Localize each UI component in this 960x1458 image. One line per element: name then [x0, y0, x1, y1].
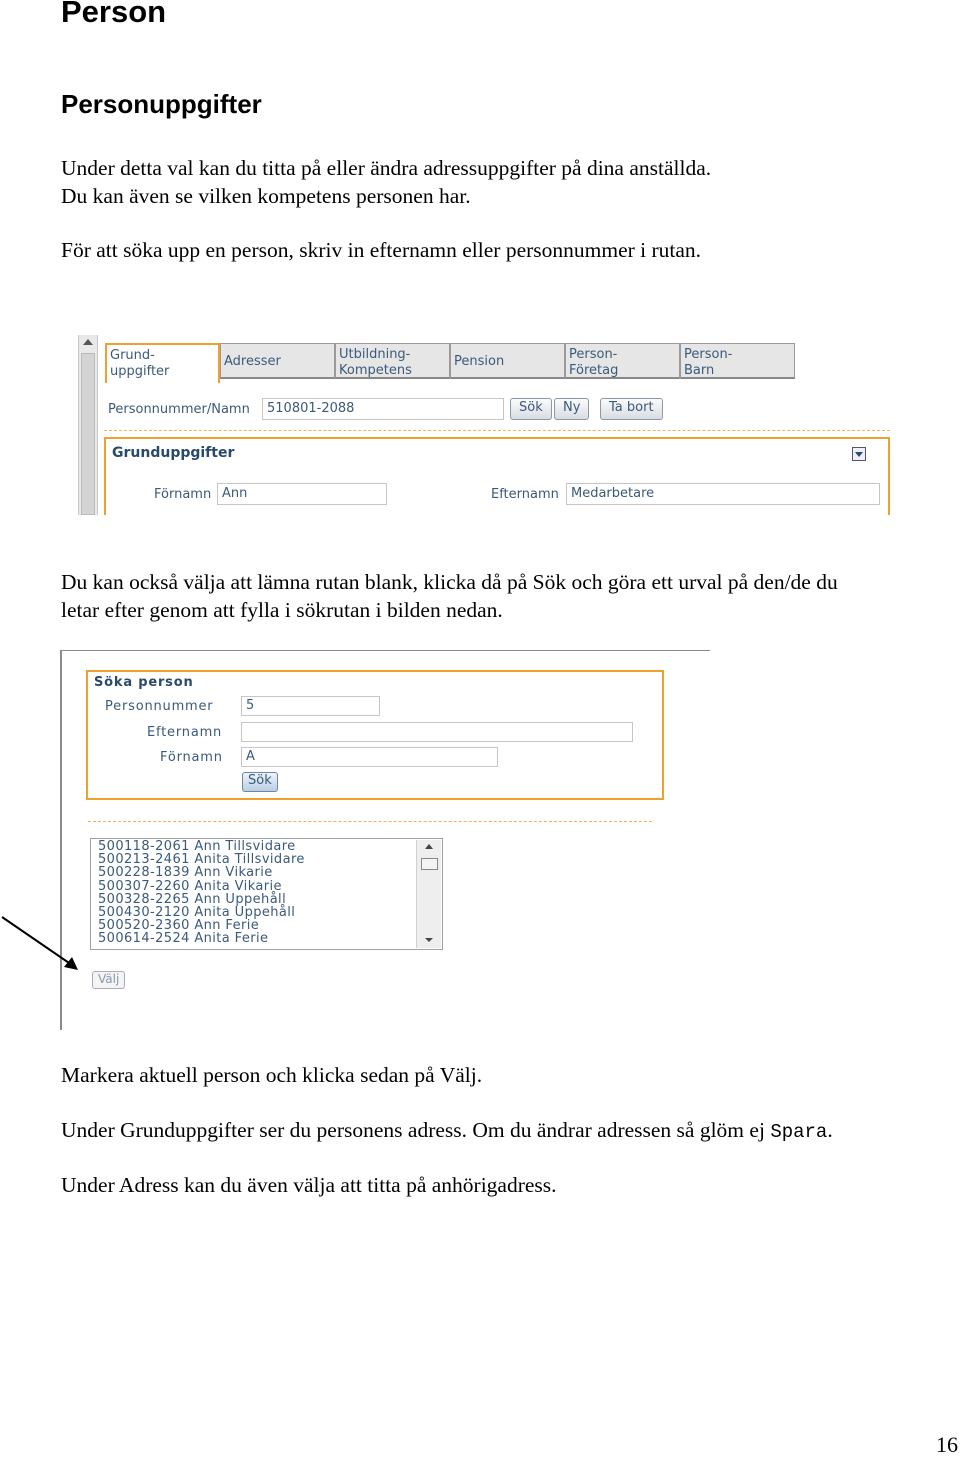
tab-label: Pension: [454, 354, 505, 369]
scroll-up-icon[interactable]: [83, 339, 93, 345]
section-heading: Personuppgifter: [61, 89, 262, 119]
address-note: [61, 1116, 833, 1146]
intro-line-2: Du kan även se vilken kompetens personen har.: [61, 184, 471, 208]
lastname-label: Efternamn: [147, 725, 223, 740]
mark-instruction: Markera aktuell person och klicka sedan på Välj.: [61, 1063, 483, 1087]
tab-person-foretag[interactable]: [565, 343, 680, 379]
tab-person-barn[interactable]: [680, 343, 795, 379]
tab-label: Grund-: [110, 348, 155, 363]
new-button[interactable]: Ny: [554, 398, 589, 420]
intro-line-1: Under detta val kan du titta på eller ändra adressuppgifter på dina anställda.: [61, 156, 712, 180]
frame-edge: [60, 650, 710, 651]
tab-label: Person-: [684, 347, 733, 362]
tab-utbildning-kompetens[interactable]: [335, 343, 450, 379]
save-keyword: Spara: [770, 1121, 828, 1143]
search-instruction: För att söka upp en person, skriv in efternamn eller personnummer i rutan.: [61, 238, 702, 262]
pointer-arrow-icon: [0, 915, 90, 975]
tab-bar: [105, 343, 795, 383]
lastname-label: Efternamn: [491, 487, 559, 502]
delete-button[interactable]: Ta bort: [600, 398, 663, 420]
scroll-up-icon[interactable]: [425, 844, 433, 849]
tab-label: Utbildning-: [339, 347, 411, 362]
tab-adresser[interactable]: [220, 343, 335, 379]
tab-label: Barn: [684, 363, 715, 378]
select-button[interactable]: Välj: [92, 971, 125, 989]
firstname-input[interactable]: A: [241, 747, 498, 767]
tab-label: uppgifter: [110, 364, 170, 379]
firstname-label: Förnamn: [154, 487, 212, 502]
list-item[interactable]: 500614-2524 Anita Ferie: [98, 931, 269, 947]
address-note-text: Under Grunduppgifter ser du personens adress. Om du ändrar adressen så glöm ej: [61, 1118, 771, 1142]
firstname-input[interactable]: Ann: [217, 483, 387, 505]
blank-search-line-2: letar efter genom att fylla i sökrutan i bilden nedan.: [61, 598, 503, 622]
screenshot-person-form: [60, 333, 900, 515]
relative-address-note: Under Adress kan du även välja att titta på anhörigadress.: [61, 1173, 557, 1197]
scrollbar-thumb[interactable]: [81, 353, 95, 515]
firstname-label: Förnamn: [160, 750, 223, 765]
group-grunduppgifter: [104, 437, 890, 515]
tab-label: Person-: [569, 347, 618, 362]
list-item[interactable]: 500430-2120 Anita Uppehåll: [98, 905, 296, 921]
page-title: Person: [61, 0, 167, 29]
list-item[interactable]: 500213-2461 Anita Tillsvidare: [98, 852, 305, 868]
tab-label: Kompetens: [339, 363, 412, 378]
search-button[interactable]: Sök: [242, 772, 278, 792]
scroll-thumb-icon[interactable]: [421, 858, 438, 870]
list-scrollbar[interactable]: [416, 840, 441, 948]
search-input[interactable]: 510801-2088: [262, 398, 504, 420]
vertical-scrollbar[interactable]: [78, 335, 98, 515]
search-button[interactable]: Sök: [510, 398, 552, 420]
tab-grunduppgifter[interactable]: [105, 343, 220, 383]
tab-label: Adresser: [224, 354, 281, 369]
list-item[interactable]: 500307-2260 Anita Vikarie: [98, 878, 282, 894]
lastname-input[interactable]: [241, 722, 633, 742]
list-item[interactable]: 500228-1839 Ann Vikarie: [98, 865, 273, 881]
group-soka-person: [86, 670, 664, 800]
tab-label: Företag: [569, 363, 619, 378]
divider: [104, 430, 890, 431]
pnr-label: Personnummer: [105, 699, 214, 714]
page-number: 16: [936, 1432, 958, 1457]
scroll-down-icon[interactable]: [425, 938, 433, 942]
screenshot-search-person: [60, 650, 710, 1030]
pnr-input[interactable]: 5: [241, 696, 380, 716]
group-title: Grunduppgifter: [112, 445, 235, 461]
divider: [88, 821, 652, 822]
list-item[interactable]: 500520-2360 Ann Ferie: [98, 918, 260, 934]
list-item[interactable]: 500328-2265 Ann Uppehåll: [98, 891, 287, 907]
search-label: Personnummer/Namn: [108, 402, 250, 417]
address-note-end: .: [827, 1118, 833, 1142]
tab-pension[interactable]: [450, 343, 565, 379]
list-item[interactable]: 500118-2061 Ann Tillsvidare: [98, 839, 296, 854]
blank-search-line-1: Du kan också välja att lämna rutan blank, klicka då på Sök och göra ett urval på den/de du: [61, 570, 838, 594]
results-list[interactable]: [90, 838, 443, 950]
collapse-icon[interactable]: [852, 447, 866, 461]
lastname-input[interactable]: Medarbetare: [566, 483, 880, 505]
group-title: Söka person: [94, 675, 194, 690]
